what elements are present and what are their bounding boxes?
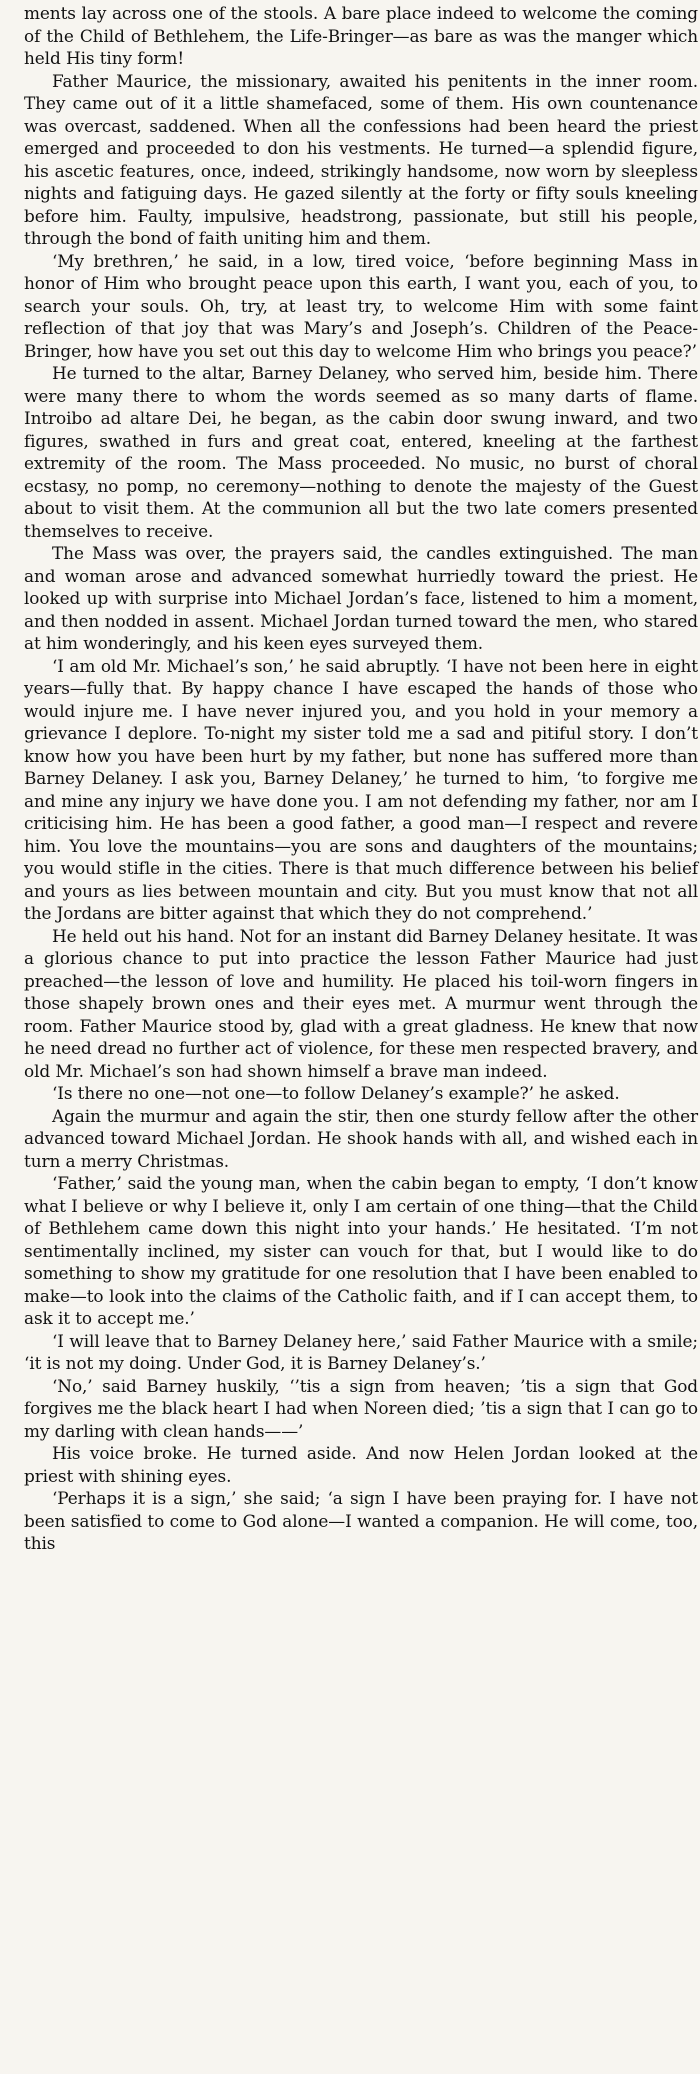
article-column — [24, 2, 698, 1555]
paragraph: He held out his hand. Not for an instant did Barney Delaney hesitate. It was a glorious chance to put into practice the lesson Father Maurice had just preached—the lesson of love and humility. He placed his toil-worn fingers in those shapely brown ones and their eyes met. A murmur went through the room. Father Maurice stood by, glad with a great gladness. He knew that now he need dread no further act of violence, for these men respected bravery, and old Mr. Michael’s son had shown himself a brave man indeed. — [24, 925, 698, 1081]
paragraph: ‘My brethren,’ he said, in a low, tired voice, ‘before beginning Mass in honor of Him who brought peace upon this earth, I want you, each of you, to search your souls. Oh, try, at least try, to welcome Him with some faint reflection of that joy that was Mary’s and Joseph’s. Children of the Peace-Bringer, how have you set out this day to welcome Him who brings you peace?’ — [24, 250, 698, 361]
paragraph: ‘No,’ said Barney huskily, ‘’tis a sign from heaven; ’tis a sign that God forgives me the black heart I had when Noreen died; ’tis a sign that I can go to my darling with clean hands——’ — [24, 1375, 698, 1441]
paragraph: ‘Is there no one—not one—to follow Delaney’s example?’ he asked. — [52, 1083, 620, 1103]
paragraph: His voice broke. He turned aside. And now Helen Jordan looked at the priest with shining eyes. — [24, 1443, 698, 1486]
paragraph: ‘I will leave that to Barney Delaney here,’ said Father Maurice with a smile; ‘it is not my doing. Under God, it is Barney Delaney’s.’ — [24, 1330, 698, 1373]
paragraph: ‘I am old Mr. Michael’s son,’ he said abruptly. ‘I have not been here in eight years—fully that. By happy chance I have escaped the hands of those who would injure me. I have never injured you, and you hold in your memory a grievance I deplore. To-night my sister told me a sad and pitiful story. I don’t know how you have been hurt by my father, but none has suffered more than Barney Delaney. I ask you, Barney Delaney,’ he turned to him, ‘to forgive me and mine any injury we have done you. I am not defending my father, nor am I criticising him. He has been a good father, a good man—I respect and revere him. You love the mountains—you are sons and daughters of the mountains; you would stifle in the cities. There is that much difference between his belief and yours as lies between mountain and city. But you must know that not all the Jordans are bitter against that which they do not comprehend.’ — [24, 655, 698, 923]
paragraph: ments lay across one of the stools. A bare place indeed to welcome the coming of the Child of Bethlehem, the Life-Bringer—as bare as was the manger which held His tiny form! — [24, 3, 698, 68]
paragraph: ‘Perhaps it is a sign,’ she said; ‘a sign I have been praying for. I have not been satisfied to come to God alone—I wanted a companion. He will come, too, this — [24, 1488, 698, 1553]
paragraph: The Mass was over, the prayers said, the candles extinguished. The man and woman arose and advanced somewhat hurriedly toward the priest. He looked up with surprise into Michael Jordan’s face, listened to him a moment, and then nodded in assent. Michael Jordan turned toward the men, who stared at him wonderingly, and his keen eyes surveyed them. — [24, 543, 698, 653]
paragraph: Again the murmur and again the stir, then one sturdy fellow after the other advanced toward Michael Jordan. He shook hands with all, and wished each in turn a merry Christmas. — [24, 1105, 698, 1171]
paragraph: Father Maurice, the missionary, awaited his penitents in the inner room. They came out of it a little shamefaced, some of them. His own countenance was overcast, saddened. When all the confessions had been heard the priest emerged and proceeded to don his vestments. He turned—a splendid figure, his ascetic features, once, indeed, strikingly handsome, now worn by sleepless nights and fatiguing days. He gazed silently at the forty or fifty souls kneeling before him. Faulty, impulsive, headstrong, passionate, but still his people, through the bond of faith uniting him and them. — [24, 70, 698, 248]
paragraph: He turned to the altar, Barney Delaney, who served him, beside him. There were many there to whom the words seemed as so many darts of flame. Introibo ad altare Dei, he began, as the cabin door swung inward, and two figures, swathed in furs and great coat, entered, kneeling at the farthest extremity of the room. The Mass proceeded. No music, no burst of choral ecstasy, no pomp, no ceremony—nothing to denote the majesty of the Guest about to visit them. At the communion all but the two late comers presented themselves to receive. — [24, 363, 698, 541]
paragraph: ‘Father,’ said the young man, when the cabin began to empty, ‘I don’t know what I believe or why I believe it, only I am certain of one thing—that the Child of Bethlehem came down this night into your hands.’ He hesitated. ‘I’m not sentimentally inclined, my sister can vouch for that, but I would like to do something to show my gratitude for one resolution that I have been enabled to make—to look into the claims of the Catholic faith, and if I can accept them, to ask it to accept me.’ — [24, 1173, 698, 1328]
